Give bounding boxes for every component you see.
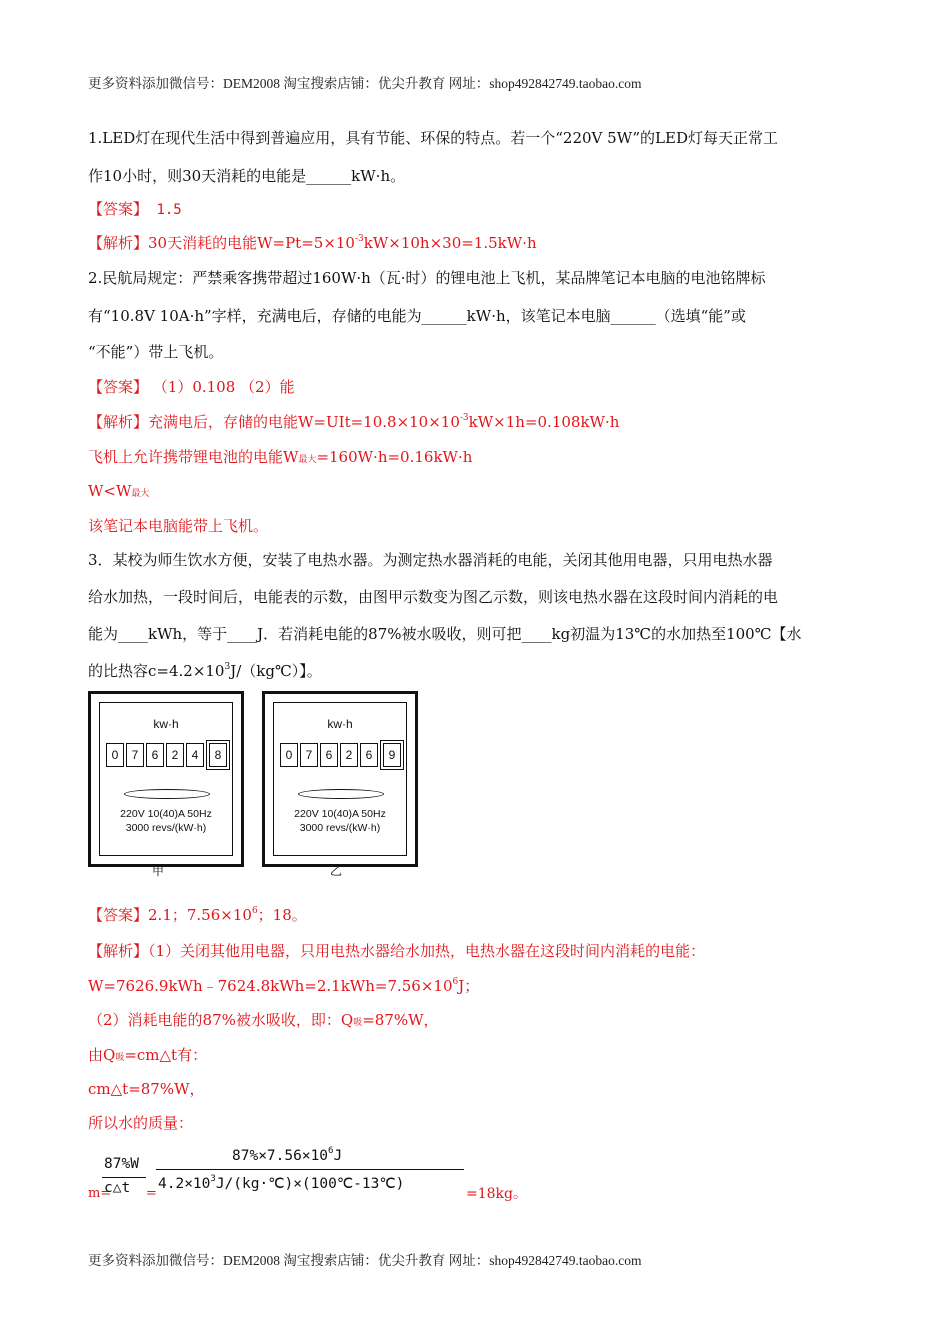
q1-answer: [88, 199, 182, 220]
formula-f1-denominator: c△t: [104, 1180, 131, 1196]
exponent: 6: [452, 977, 459, 987]
meter-digit: 4: [186, 743, 204, 767]
formula-f2-denominator: [158, 1176, 404, 1192]
analysis-label: 【解析】: [88, 413, 149, 431]
q2-analysis-2: [88, 447, 472, 470]
q3-line1: 3．某校为师生饮水方便，安装了电热水器。为测定热水器消耗的电能，关闭其他用电器，只用电热水器: [88, 551, 773, 569]
meter-frame: [99, 702, 233, 856]
question-text: J/（kg℃）】。: [230, 662, 322, 680]
q3-answer: [88, 905, 307, 925]
analysis-text: 30天消耗的电能W=Pt=5×10: [148, 234, 355, 252]
answer-value: 2.1；7.56×10: [148, 906, 252, 924]
formula-text: J/(kg·℃)×(100℃-13℃): [215, 1176, 405, 1192]
formula-f2-numerator: [232, 1148, 342, 1164]
meter-digit: 2: [166, 743, 184, 767]
page-footer: 更多资料添加微信号：DEM2008 淘宝搜索店铺：优尖升教育 网址：shop492842749.taobao.com: [88, 1253, 642, 1268]
meter-jia-caption: 甲: [152, 864, 165, 878]
formula-f1-numerator: 87%W: [104, 1156, 139, 1172]
meter-yi: [262, 691, 418, 867]
q3-analysis-3: [88, 1010, 439, 1033]
meter-digit: 6: [320, 743, 338, 767]
formula-text: 87%×7.56×10: [232, 1148, 329, 1164]
q3-analysis-5: cm△t=87%W，: [88, 1080, 205, 1098]
q2-line3: “不能”）带上飞机。: [88, 343, 224, 361]
meter-yi-caption: 乙: [330, 864, 343, 878]
q3-analysis-1: [88, 941, 705, 961]
analysis-text: W=7626.9kWh﹣7624.8kWh=2.1kWh=7.56×10: [88, 977, 453, 995]
meter-digit: 0: [280, 743, 298, 767]
meter-digit: 2: [340, 743, 358, 767]
meter-digit: 7: [126, 743, 144, 767]
q2-analysis-4: 该笔记本电脑能带上飞机。: [88, 517, 269, 535]
fraction-bar: [102, 1177, 146, 1178]
meter-digit-decimal: 8: [209, 743, 227, 767]
analysis-text: 飞机上允许携带锂电池的电能W: [88, 448, 299, 466]
subscript: 最大: [131, 489, 150, 499]
q3-line4: [88, 661, 322, 681]
analysis-text: 由Q: [88, 1046, 116, 1064]
meter-unit: kw·h: [153, 717, 179, 731]
formula-equals: =: [146, 1186, 157, 1201]
formula-prefix: m=: [88, 1186, 112, 1201]
meter-frame: [273, 702, 407, 856]
analysis-text: =87%W，: [362, 1011, 439, 1029]
exponent: -3: [354, 234, 364, 244]
analysis-text: （1）关闭其他用电器，只用电热水器给水加热，电热水器在这段时间内消耗的电能：: [148, 942, 706, 960]
exponent: 3: [224, 662, 231, 672]
q2-line2: 有“10.8V 10A·h”字样，充满电后，存储的电能为______kW·h，该笔记本电脑______（选填“能”或: [88, 307, 746, 325]
meter-spec-line: 220V 10(40)A 50Hz: [120, 808, 212, 820]
meter-spec: [274, 807, 406, 835]
analysis-text: kW×1h=0.108kW·h: [468, 413, 620, 431]
exponent: -3: [459, 413, 469, 423]
formula-text: 4.2×10: [158, 1176, 211, 1192]
answer-value: （1）0.108 （2）能: [148, 378, 295, 396]
subscript: 吸: [353, 1018, 363, 1028]
analysis-text: 充满电后，存储的电能W=UIt=10.8×10×10: [148, 413, 460, 431]
analysis-label: 【解析】: [88, 942, 149, 960]
analysis-text: kW×10h×30=1.5kW·h: [363, 234, 537, 252]
meter-disc: [298, 789, 384, 799]
meter-jia: [88, 691, 244, 867]
answer-label: 【答案】: [88, 200, 149, 218]
meter-digit: 6: [360, 743, 378, 767]
meter-spec-line: 3000 revs/(kW·h): [299, 822, 381, 834]
meter-unit: kw·h: [327, 717, 353, 731]
q2-answer: [88, 377, 295, 397]
formula-text: J: [333, 1148, 343, 1164]
exponent: 6: [328, 1146, 334, 1156]
q3-line3: 能为____kWh，等于____J．若消耗电能的87%被水吸收，则可把____kg初温为13℃的水加热至100℃【水: [88, 625, 802, 643]
meter-digits: [106, 743, 227, 767]
meter-disc: [124, 789, 210, 799]
q3-line2: 给水加热，一段时间后，电能表的示数，由图甲示数变为图乙示数，则该电热水器在这段时间内消耗的电: [88, 588, 779, 606]
q1-line1: 1.LED灯在现代生活中得到普遍应用，具有节能、环保的特点。若一个“220V 5W”的LED灯每天正常工: [88, 129, 778, 147]
answer-value: 1.5: [148, 202, 182, 218]
meter-digit: 0: [106, 743, 124, 767]
q2-line1: 2.民航局规定：严禁乘客携带超过160W·h（瓦·时）的锂电池上飞机，某品牌笔记本电脑的电池铭牌标: [88, 269, 766, 287]
meter-digit-decimal: 9: [383, 743, 401, 767]
subscript: 最大: [298, 455, 317, 465]
formula-result: =18kg。: [466, 1186, 527, 1202]
q3-analysis-2: [88, 976, 479, 996]
analysis-text: J；: [458, 977, 480, 995]
q1-analysis: [88, 233, 537, 253]
meter-spec-line: 3000 revs/(kW·h): [125, 822, 207, 834]
meter-digit: 7: [300, 743, 318, 767]
page-header: 更多资料添加微信号：DEM2008 淘宝搜索店铺：优尖升教育 网址：shop492842749.taobao.com: [88, 76, 642, 91]
exponent: 6: [251, 906, 258, 916]
answer-label: 【答案】: [88, 378, 149, 396]
q3-analysis-4: [88, 1045, 207, 1068]
meter-spec: [100, 807, 232, 835]
meter-spec-line: 220V 10(40)A 50Hz: [294, 808, 386, 820]
answer-label: 【答案】: [88, 906, 149, 924]
analysis-text: =160W·h=0.16kW·h: [316, 448, 473, 466]
q2-analysis-1: [88, 412, 619, 432]
analysis-label: 【解析】: [88, 234, 149, 252]
question-text: 的比热容c=4.2×10: [88, 662, 225, 680]
exponent: 3: [210, 1174, 216, 1184]
q1-line2: 作10小时，则30天消耗的电能是______kW·h。: [88, 167, 406, 185]
q3-analysis-6: 所以水的质量：: [88, 1114, 194, 1132]
analysis-text: （2）消耗电能的87%被水吸收，即：Q: [88, 1011, 354, 1029]
meter-digit: 6: [146, 743, 164, 767]
fraction-bar: [156, 1169, 464, 1170]
answer-value: ；18。: [257, 906, 307, 924]
q2-analysis-3: [88, 481, 149, 504]
analysis-text: =cm△t有：: [124, 1046, 208, 1064]
meter-digits: [280, 743, 401, 767]
analysis-text: W<W: [88, 482, 132, 500]
subscript: 吸: [115, 1053, 125, 1063]
